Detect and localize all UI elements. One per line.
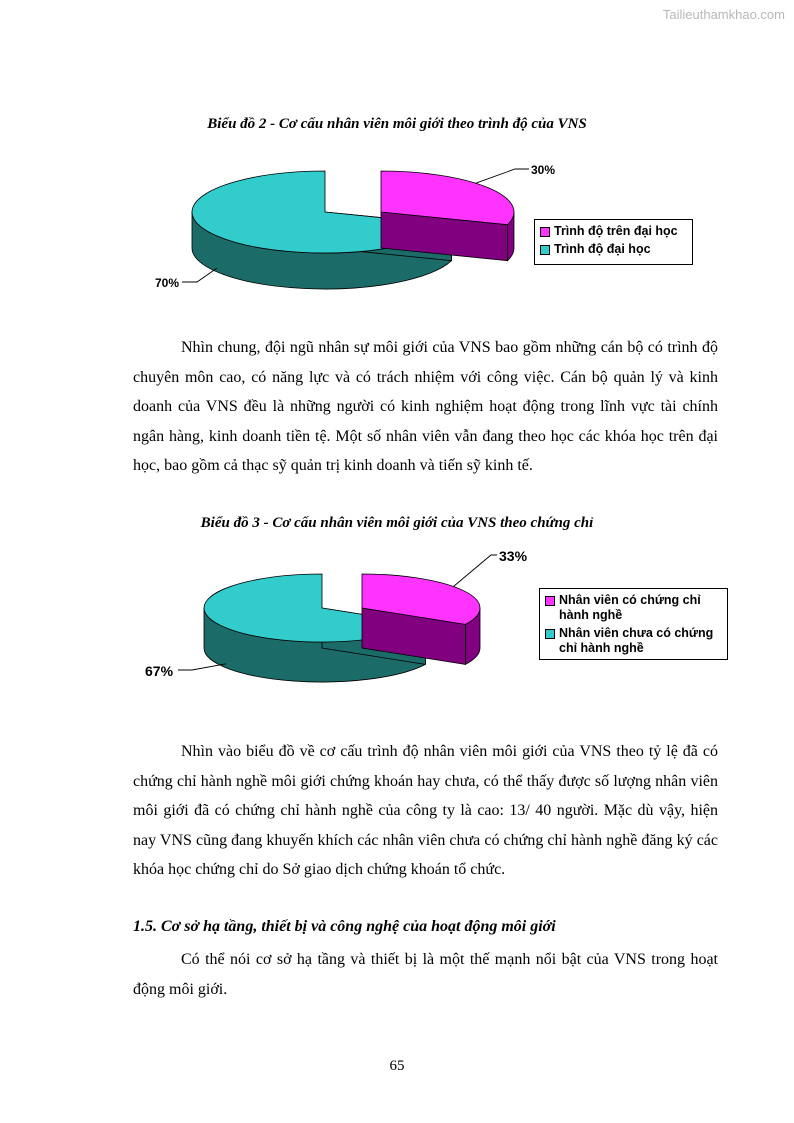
chart3-legend [539,588,728,660]
chart2-title: Biểu đồ 2 - Cơ cấu nhân viên môi giới theo trình độ của VNS [207,116,587,132]
leader-line-b [182,268,217,282]
paragraph-2: Nhìn vào biểu đồ về cơ cấu trình độ nhân viên môi giới của VNS theo tỷ lệ đã có chứng chỉ hành nghề môi giới chứng khoán hay chưa, có thể thấy được số lượng nhân viên môi giới đã có chứng chỉ hành nghề của công ty là cao: 13/ 40 người. Mặc dù vậy, hiện nay VNS cũng đang khuyến khích các nhân viên chưa có chứng chỉ hành nghề đăng ký các khóa học chứng chỉ do Sở giao dịch chứng khoán tổ chức. [133,743,718,878]
chart3-label-33: 33% [499,548,528,564]
legend-item: Nhân viên có chứng chỉ hành nghề [545,593,722,623]
leader-line-a [453,555,497,587]
legend-item: Trình độ trên đại học [540,224,687,239]
section-heading: 1.5. Cơ sở hạ tầng, thiết bị và công nghệ của hoạt động môi giới [133,918,556,935]
legend-swatch-cyan [540,245,550,255]
chart2-label-70: 70% [155,276,180,290]
paragraph-3: Có thể nói cơ sở hạ tầng và thiết bị là một thế mạnh nổi bật của VNS trong hoạt động môi giới. [133,951,718,998]
legend-swatch-magenta [540,227,550,237]
leader-line-a [476,169,529,183]
legend-item: Nhân viên chưa có chứng chỉ hành nghề [545,626,722,656]
chart3-label-67: 67% [145,663,174,679]
watermark: Tailieuthamkhao.com [662,7,785,22]
chart2-legend [534,219,693,265]
chart2-label-30: 30% [531,163,556,177]
chart3-title: Biểu đồ 3 - Cơ cấu nhân viên môi giới của VNS theo chứng chỉ [200,515,594,531]
paragraph-1: Nhìn chung, đội ngũ nhân sự môi giới của VNS bao gồm những cán bộ có trình độ chuyên môn cao, có năng lực và có trách nhiệm với công việc. Cán bộ quản lý và kinh doanh của VNS đều là những người có kinh nghiệm hoạt động trong lĩnh vực tài chính ngân hàng, kinh doanh tiền tệ. Một số nhân viên vẫn đang theo học các khóa học trên đại học, bao gồm cả thạc sỹ quản trị kinh doanh và tiến sỹ kinh tế. [133,339,718,474]
legend-swatch-magenta [545,596,555,606]
page-number: 65 [389,1058,405,1074]
legend-swatch-cyan [545,629,555,639]
leader-line-b [178,664,226,670]
legend-item: Trình độ đại học [540,242,687,257]
